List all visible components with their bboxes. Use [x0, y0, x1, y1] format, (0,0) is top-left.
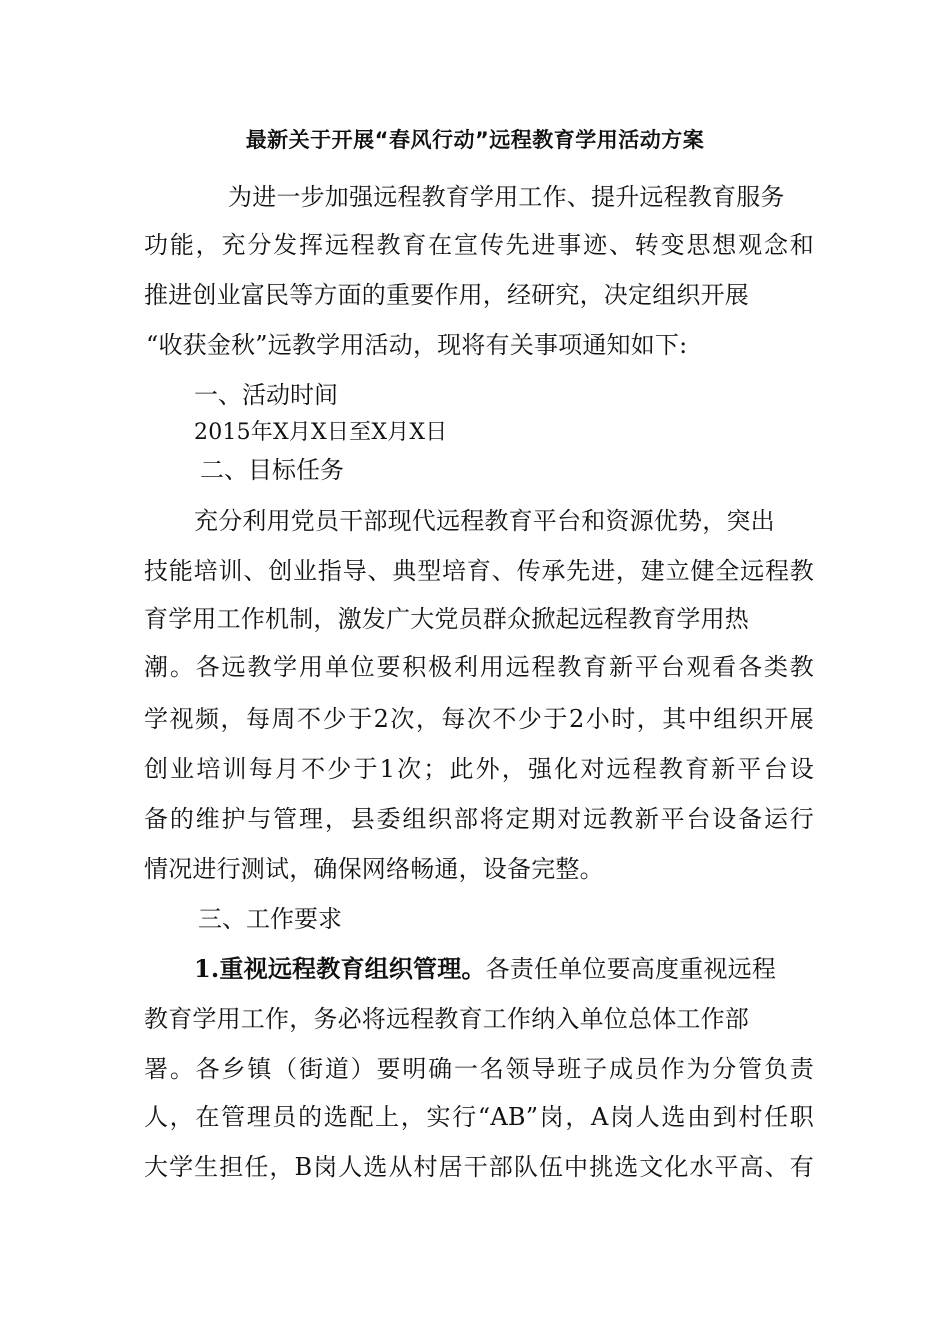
section2-line-8: 情况进行测试，确保网络畅通，设备完整。	[144, 855, 604, 883]
section2-heading: 二、目标任务	[200, 456, 344, 484]
intro-line-3: 推进创业富民等方面的重要作用，经研究，决定组织开展	[144, 281, 749, 309]
section2-line-3: 育学用工作机制，激发广大党员群众掀起远程教育学用热	[144, 605, 749, 633]
section1-body: 2015年X月X日至X月X日	[194, 420, 448, 445]
section3-item1-title: 1.重视远程教育组织管理。	[194, 954, 486, 983]
section3-item1-line-2: 教育学用工作，务必将远程教育工作纳入单位总体工作部	[144, 1005, 749, 1033]
section2-line-5: 学视频，每周不少于2次，每次不少于2小时，其中组织开展	[144, 705, 814, 733]
section2-line-2: 技能培训、创业指导、典型培育、传承先进，建立健全远程教	[144, 557, 814, 585]
document-title: 最新关于开展“春风行动”远程教育学用活动方案	[245, 128, 705, 152]
section3-item1-line-4: 人，在管理员的选配上，实行“AB”岗，A岗人选由到村任职	[144, 1103, 814, 1131]
section2-line-4: 潮。各远教学用单位要积极利用远程教育新平台观看各类教	[144, 653, 814, 681]
section2-line-1: 充分利用党员干部现代远程教育平台和资源优势，突出	[194, 507, 775, 535]
section3-item1-text: 各责任单位要高度重视远程	[485, 955, 777, 983]
section2-line-7: 备的维护与管理，县委组织部将定期对远教新平台设备运行	[144, 805, 814, 833]
section3-heading: 三、工作要求	[198, 905, 342, 933]
section3-item1-line-1	[194, 954, 814, 984]
intro-line-1: 为进一步加强远程教育学用工作、提升远程教育服务	[228, 183, 785, 211]
section2-line-6: 创业培训每月不少于1次；此外，强化对远程教育新平台设	[144, 755, 814, 783]
intro-line-4: “收获金秋”远教学用活动，现将有关事项通知如下:	[146, 331, 688, 359]
intro-line-2: 功能，充分发挥远程教育在宣传先进事迹、转变思想观念和	[144, 231, 814, 259]
section1-heading: 一、活动时间	[194, 381, 338, 409]
section3-item1-line-3: 署。各乡镇（街道）要明确一名领导班子成员作为分管负责	[144, 1055, 814, 1083]
section3-item1-line-5: 大学生担任，B岗人选从村居干部队伍中挑选文化水平高、有	[144, 1153, 814, 1181]
